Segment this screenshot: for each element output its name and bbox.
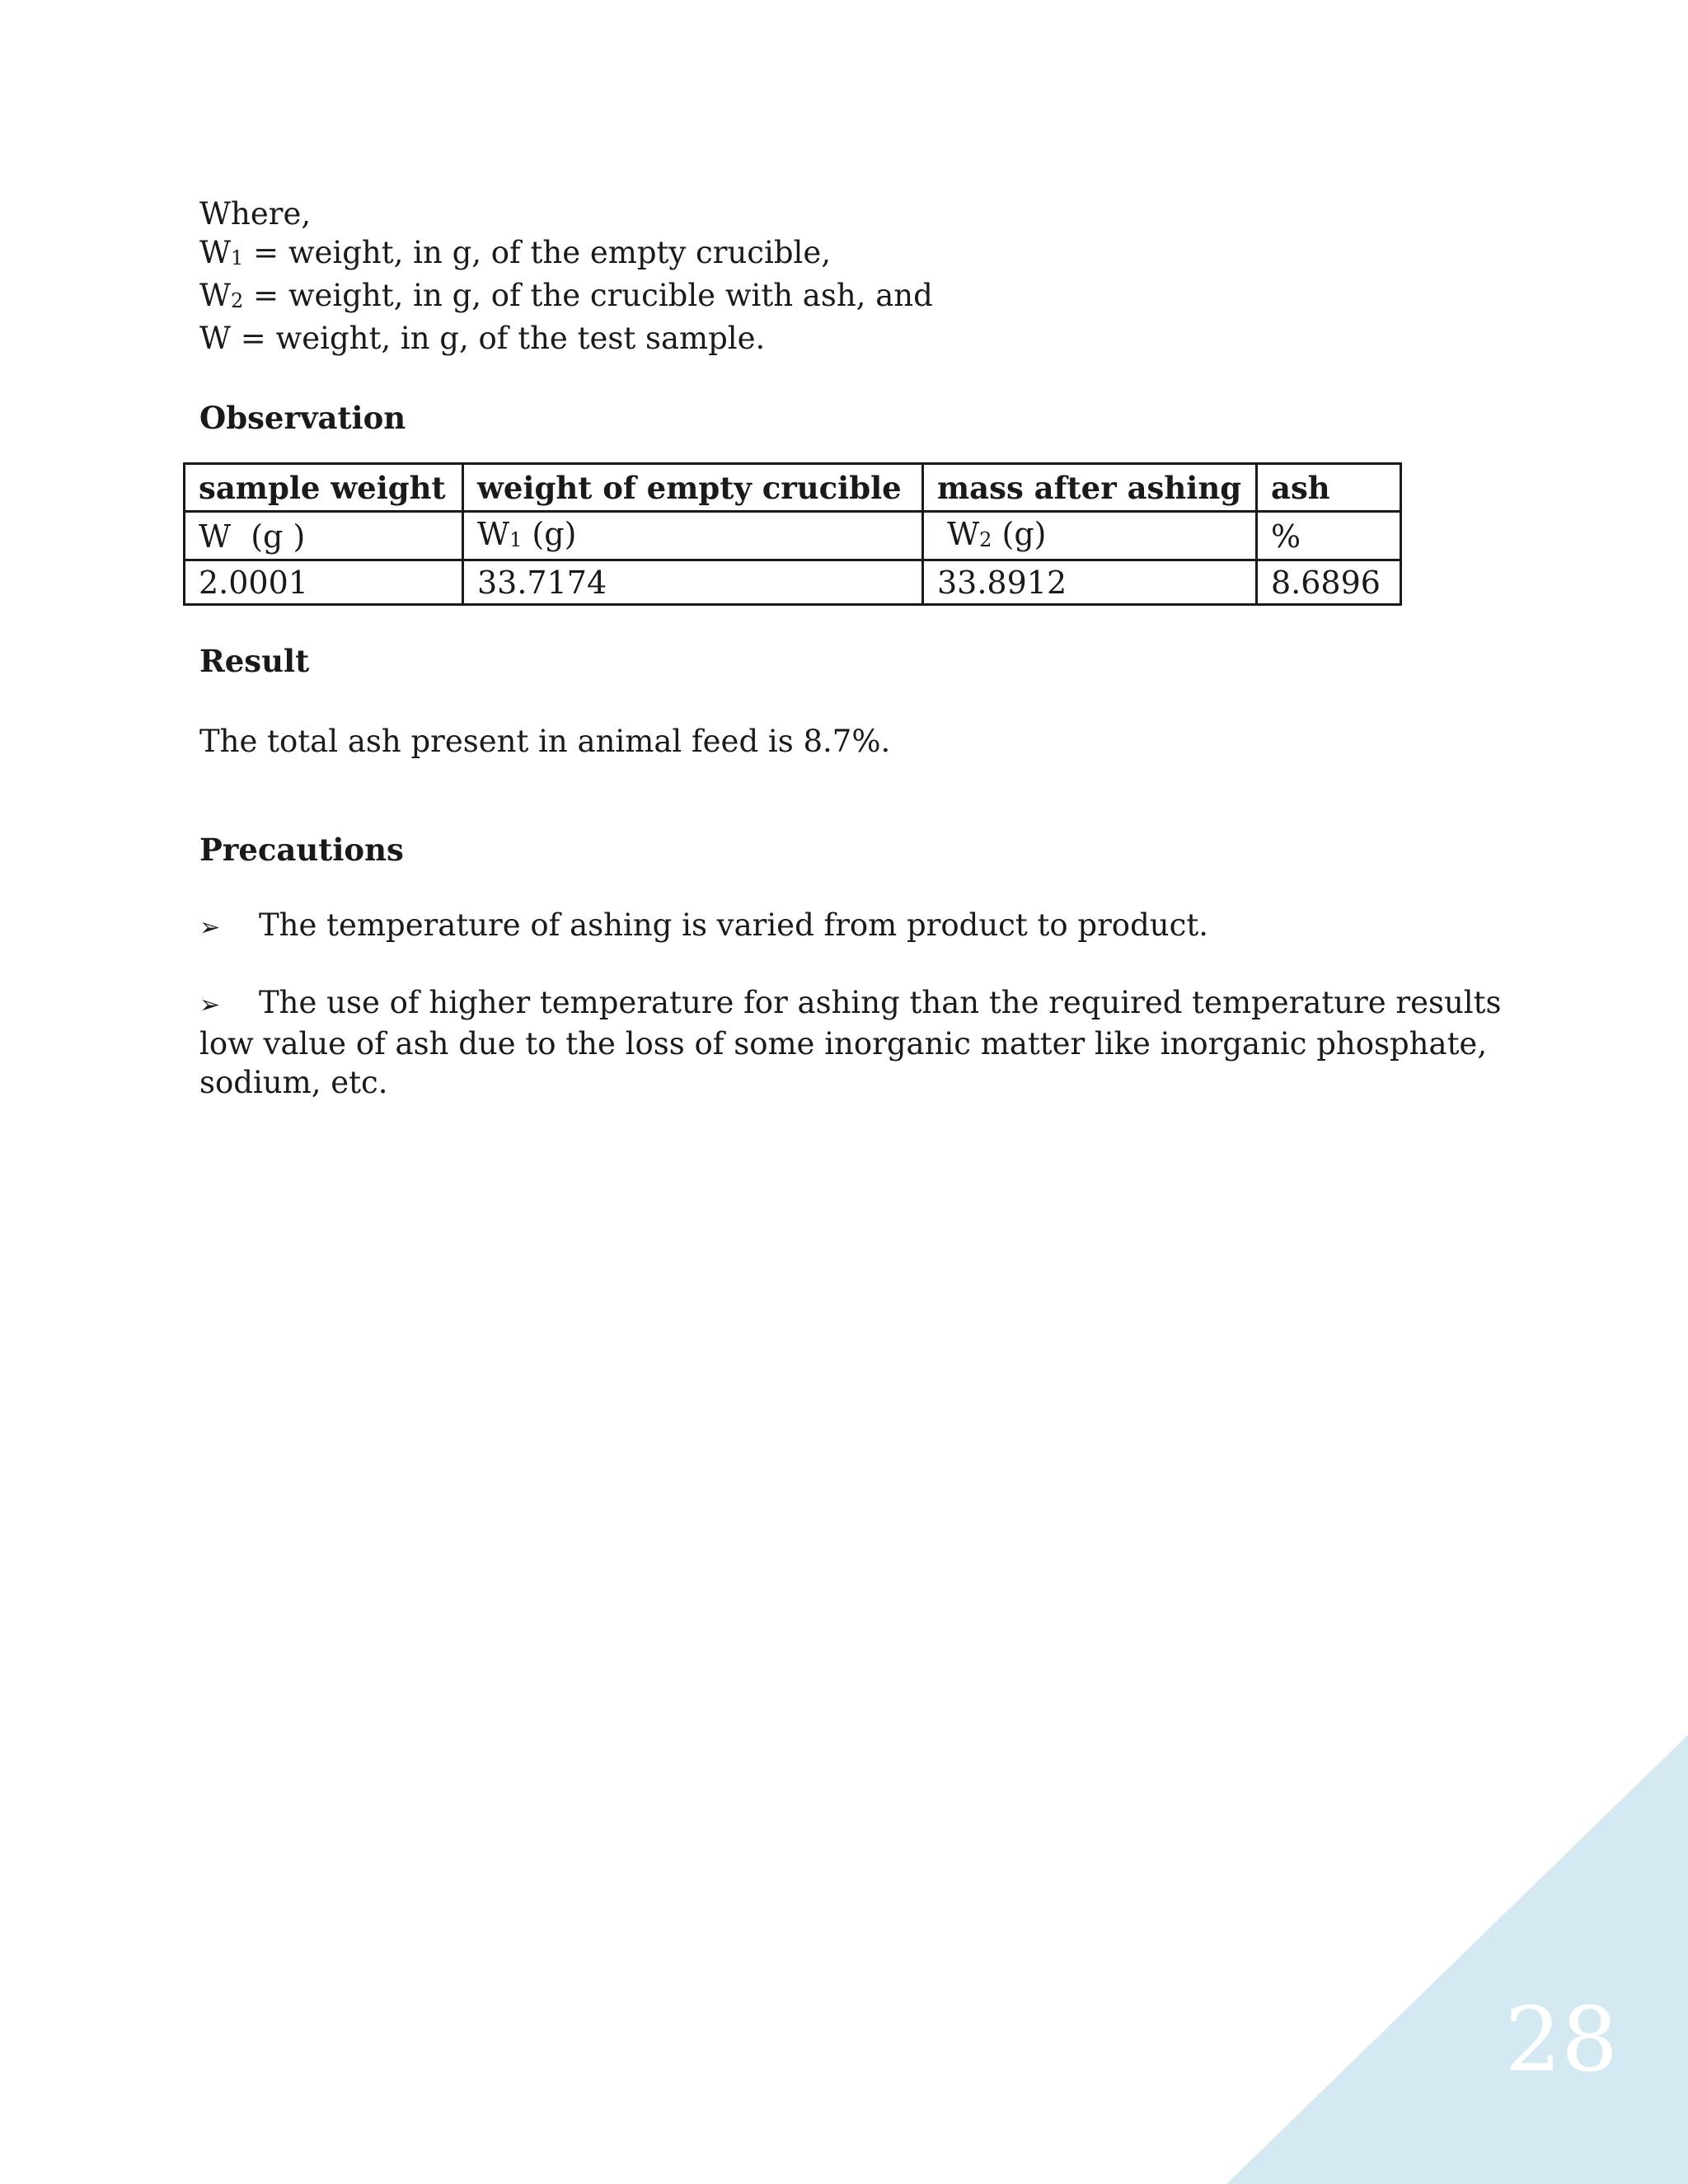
observation-table bbox=[183, 462, 1402, 606]
unit-ash: % bbox=[1257, 512, 1401, 560]
definition-w1: $W_1$ = weight, in g, of the empty crucible, bbox=[199, 235, 832, 270]
precaution-item: ➢ The temperature of ashing is varied from product to product. bbox=[199, 906, 1559, 947]
value-mass-after-ashing: 33.8912 bbox=[923, 560, 1257, 605]
precaution-item: ➢ The use of higher temperature for ashing than the required temperature results low value of ash due to the loss of some inorganic matter like inorganic phosphate, sodium, etc. bbox=[199, 985, 1502, 1100]
value-sample-weight: 2.0001 bbox=[185, 560, 463, 605]
header-ash: ash bbox=[1257, 464, 1401, 512]
unit-sample-weight: W (g ) bbox=[185, 512, 463, 560]
header-sample-weight: sample weight bbox=[185, 464, 463, 512]
table-units-row bbox=[185, 512, 1401, 560]
definition-w: W = weight, in g, of the test sample. bbox=[199, 321, 766, 356]
unit-mass-after-ashing: $W_2$ (g) bbox=[923, 512, 1257, 560]
definitions-intro: Where, bbox=[199, 196, 312, 232]
result-text: The total ash present in animal feed is 8.7%. bbox=[199, 724, 891, 759]
header-empty-crucible: weight of empty crucible bbox=[463, 464, 923, 512]
arrow-bullet-icon: ➢ bbox=[199, 991, 221, 1019]
observation-heading: Observation bbox=[199, 400, 406, 436]
corner-decoration bbox=[1226, 1735, 1688, 2184]
page-content bbox=[199, 194, 1559, 1102]
table-header-row bbox=[185, 464, 1401, 512]
arrow-bullet-icon: ➢ bbox=[199, 913, 221, 942]
value-empty-crucible: 33.7174 bbox=[463, 560, 923, 605]
variable-definitions bbox=[199, 194, 1559, 358]
header-mass-after-ashing: mass after ashing bbox=[923, 464, 1257, 512]
table-row bbox=[185, 560, 1401, 605]
value-ash: 8.6896 bbox=[1257, 560, 1401, 605]
definition-w2: $W_2$ = weight, in g, of the crucible with ash, and bbox=[199, 278, 933, 313]
page-number: 28 bbox=[1504, 1989, 1618, 2092]
result-heading: Result bbox=[199, 643, 310, 679]
unit-empty-crucible: $W_1$ (g) bbox=[463, 512, 923, 560]
precautions-heading: Precautions bbox=[199, 832, 404, 868]
